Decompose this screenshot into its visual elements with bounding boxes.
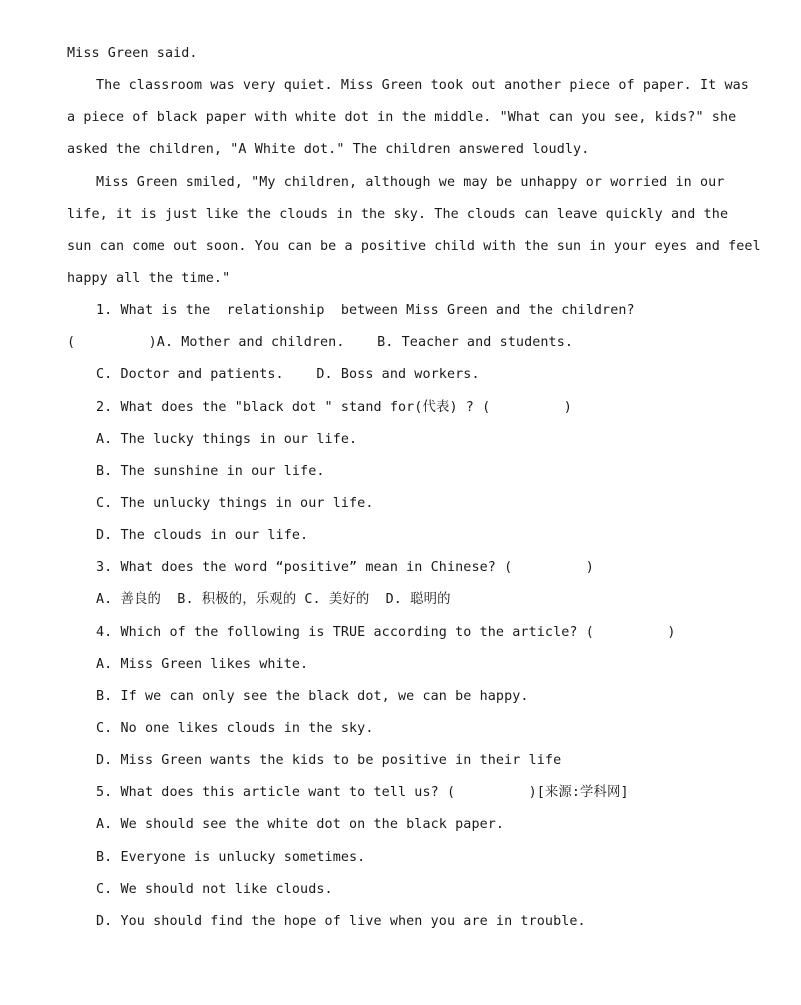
question-4-option-c: C. No one likes clouds in the sky.	[96, 721, 374, 736]
question-2-option-d: D. The clouds in our life.	[96, 528, 309, 543]
passage-line: a piece of black paper with white dot in the middle. "What can you see, kids?" she	[67, 110, 737, 125]
question-1: 1. What is the relationship between Miss Green and the children?	[96, 303, 635, 318]
question-4-option-b: B. If we can only see the black dot, we can be happy.	[96, 689, 529, 704]
question-5-option-b: B. Everyone is unlucky sometimes.	[96, 850, 366, 865]
question-3-options: A. 善良的 B. 积极的，乐观的 C. 美好的 D. 聪明的	[96, 592, 451, 607]
question-4-option-d: D. Miss Green wants the kids to be positive in their life	[96, 753, 562, 768]
passage-line: asked the children, "A White dot." The children answered loudly.	[67, 142, 590, 157]
question-5-option-c: C. We should not like clouds.	[96, 882, 333, 897]
passage-line: life, it is just like the clouds in the sky. The clouds can leave quickly and the	[67, 207, 729, 222]
question-5-option-d: D. You should find the hope of live when you are in trouble.	[96, 914, 586, 929]
question-2-option-c: C. The unlucky things in our life.	[96, 496, 374, 511]
question-2-option-a: A. The lucky things in our life.	[96, 432, 358, 447]
passage-line: The classroom was very quiet. Miss Green took out another piece of paper. It was	[96, 78, 749, 93]
question-2: 2. What does the "black dot " stand for(代表) ? ( )	[96, 400, 572, 415]
question-1-options-cd: C. Doctor and patients. D. Boss and workers.	[96, 367, 480, 382]
question-5: 5. What does this article want to tell us? ( )[来源:学科网]	[96, 785, 629, 800]
question-4: 4. Which of the following is TRUE according to the article? ( )	[96, 625, 676, 640]
question-5-option-a: A. We should see the white dot on the black paper.	[96, 817, 505, 832]
question-4-option-a: A. Miss Green likes white.	[96, 657, 309, 672]
question-3: 3. What does the word “positive” mean in Chinese? ( )	[96, 560, 594, 575]
passage-line: sun can come out soon. You can be a positive child with the sun in your eyes and feel	[67, 239, 761, 254]
question-2-option-b: B. The sunshine in our life.	[96, 464, 325, 479]
passage-line: happy all the time."	[67, 271, 231, 286]
question-1-options-ab: ( )A. Mother and children. B. Teacher and students.	[67, 335, 574, 350]
passage-line: Miss Green said.	[67, 46, 198, 61]
passage-line: Miss Green smiled, "My children, although we may be unhappy or worried in our	[96, 175, 725, 190]
